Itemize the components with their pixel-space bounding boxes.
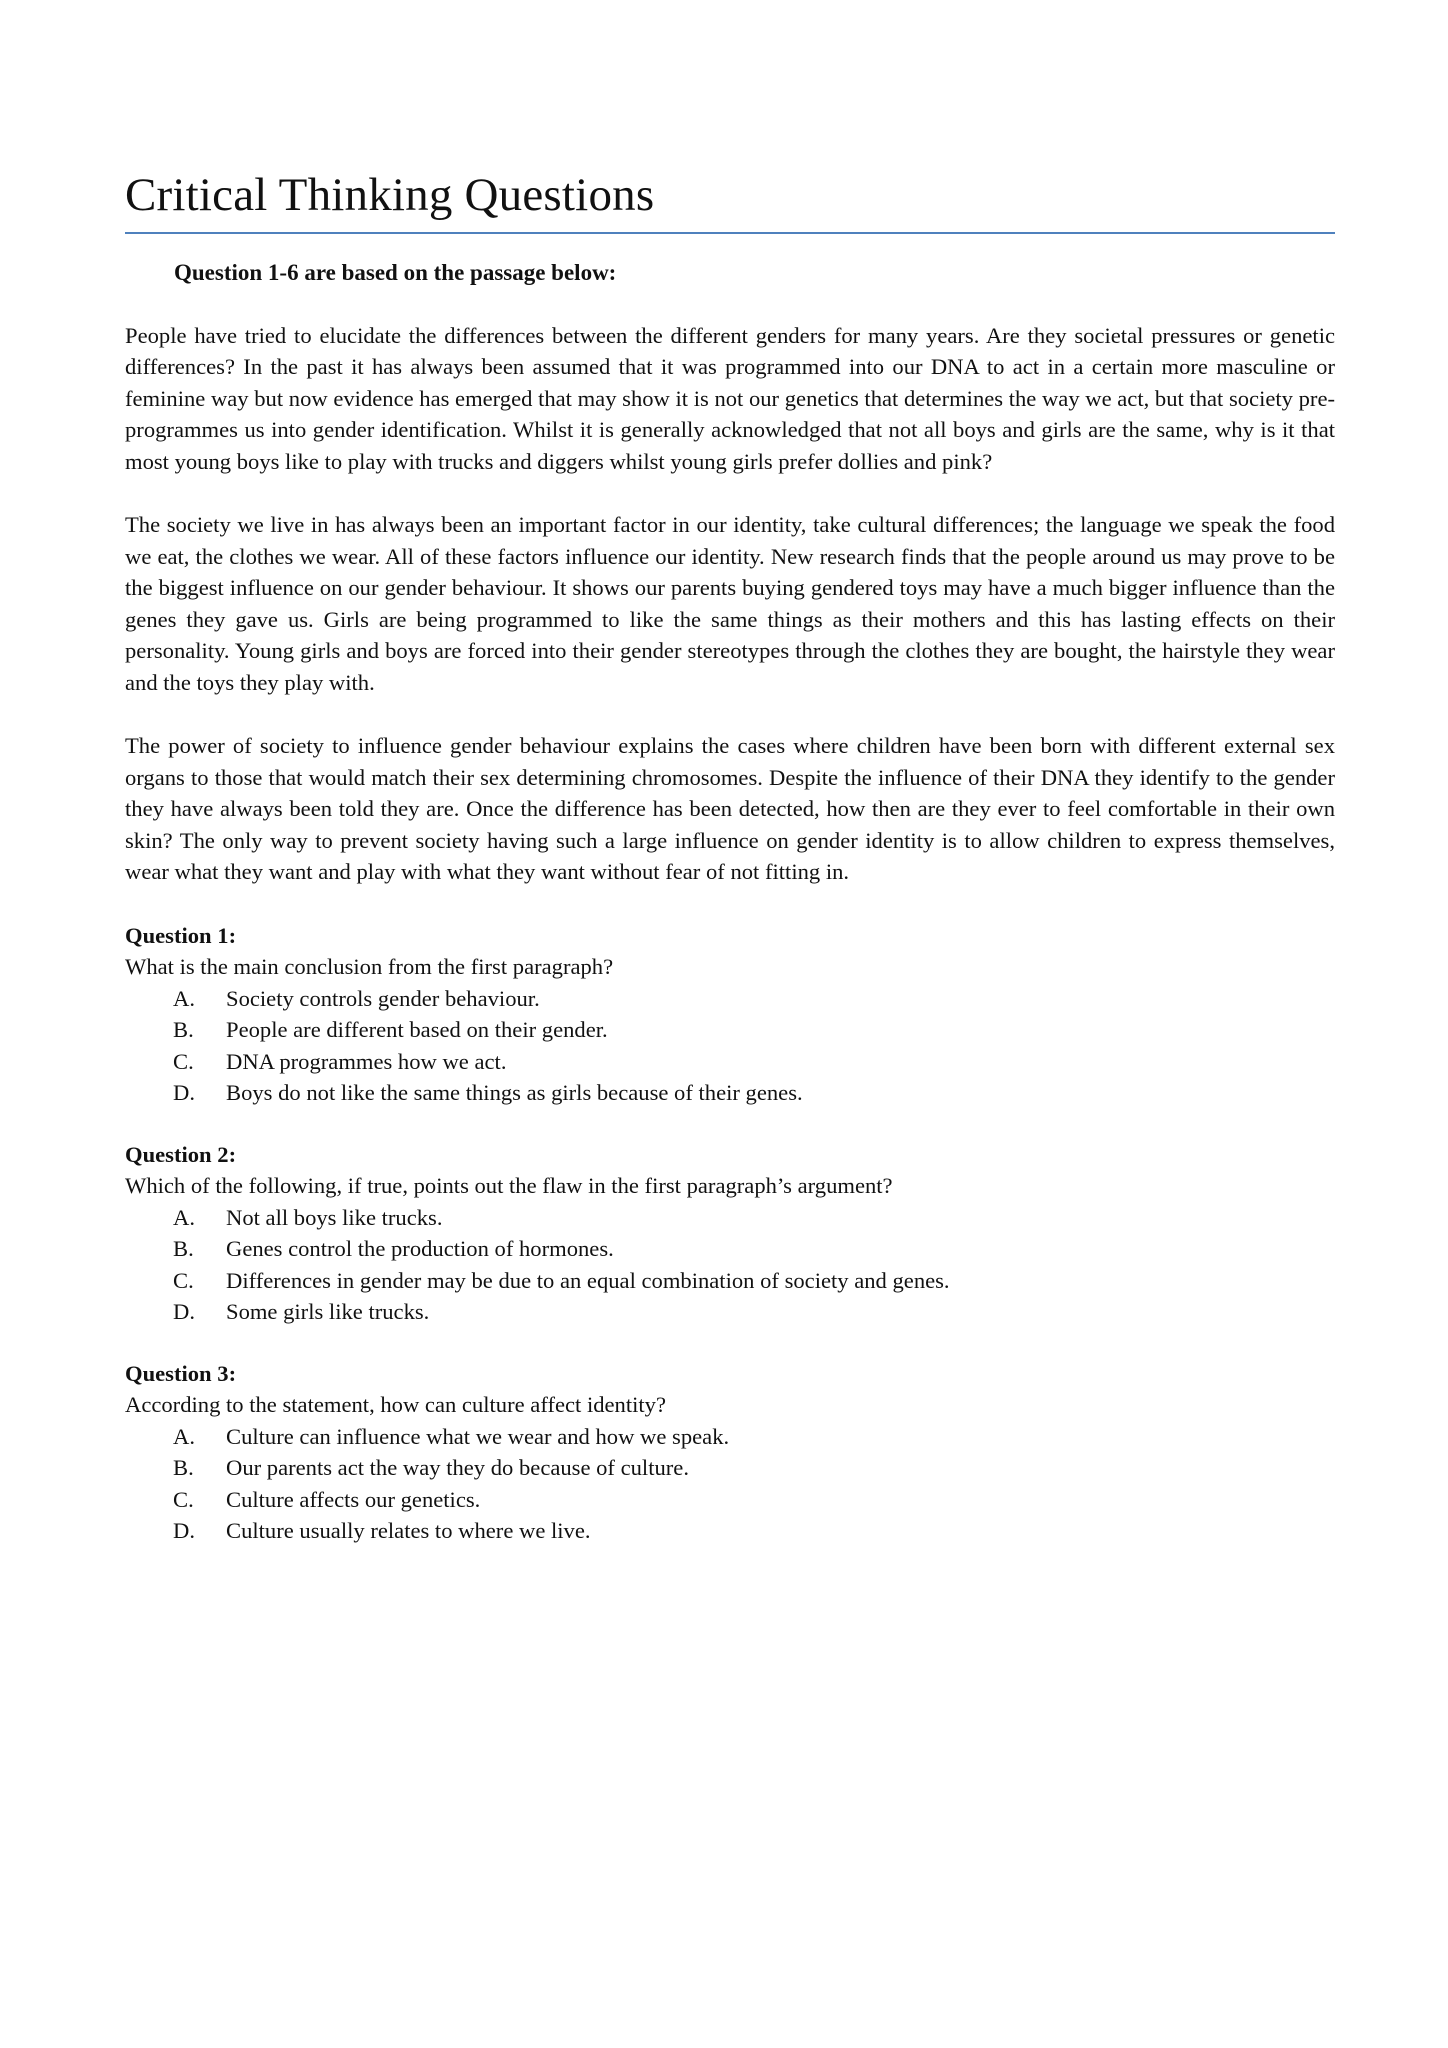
option-text: People are different based on their gender.: [226, 1017, 608, 1043]
question-text: According to the statement, how can culture affect identity?: [125, 1392, 667, 1418]
answer-option-a: [173, 983, 1335, 1015]
option-letter: D.: [173, 1299, 195, 1325]
question-text: What is the main conclusion from the first paragraph?: [125, 954, 614, 980]
option-text: Culture can influence what we wear and how we speak.: [226, 1423, 730, 1449]
option-text: Culture usually relates to where we live.: [226, 1518, 591, 1544]
option-letter: B.: [173, 1455, 194, 1481]
answer-option-d: [173, 1515, 1335, 1547]
question-text: Which of the following, if true, points out the flaw in the first paragraph’s argument?: [125, 1173, 893, 1199]
answer-option-b: [173, 1233, 1335, 1265]
answer-options: [125, 1421, 1335, 1547]
option-text: Society controls gender behaviour.: [226, 985, 540, 1011]
document-page: [125, 170, 1335, 1577]
question-label: Question 3:: [125, 1360, 237, 1386]
answer-options: [125, 983, 1335, 1109]
question-label: Question 1:: [125, 922, 237, 948]
option-text: Boys do not like the same things as girls because of their genes.: [226, 1080, 803, 1106]
option-letter: A.: [173, 985, 195, 1011]
option-letter: D.: [173, 1518, 195, 1544]
option-letter: C.: [173, 1486, 194, 1512]
passage-paragraph-1: People have tried to elucidate the differences between the different genders for many years. Are they societal pressures or genetic differences? In the past it has always been assumed that it was programmed into our DNA to act in a certain more masculine or feminine way but now evidence has emerged that may show it is not our genetics that determines the way we act, but that society pre-programmes us into gender identification. Whilst it is generally acknowledged that not all boys and girls are the same, why is it that most young boys like to play with trucks and diggers whilst young girls prefer dollies and pink?: [125, 322, 1335, 474]
page-title: Critical Thinking Questions: [125, 170, 1335, 234]
option-text: Genes control the production of hormones.: [226, 1236, 614, 1262]
option-letter: A.: [173, 1423, 195, 1449]
answer-option-b: [173, 1014, 1335, 1046]
answer-option-a: [173, 1421, 1335, 1453]
answer-option-d: [173, 1296, 1335, 1328]
answer-option-c: [173, 1484, 1335, 1516]
option-text: DNA programmes how we act.: [226, 1048, 507, 1074]
question-2: [125, 1139, 1335, 1328]
option-text: Some girls like trucks.: [226, 1299, 430, 1325]
option-letter: B.: [173, 1017, 194, 1043]
passage-paragraph-2: The society we live in has always been an important factor in our identity, take cultural differences; the language we speak the food we eat, the clothes we wear. All of these factors influence our identity. New research finds that the people around us may prove to be the biggest influence on our gender behaviour. It shows our parents buying gendered toys may have a much bigger influence than the genes they gave us. Girls are being programmed to like the same things as their mothers and this has lasting effects on their personality. Young girls and boys are forced into their gender stereotypes through the clothes they are bought, the hairstyle they wear and the toys they play with.: [125, 512, 1335, 695]
answer-option-a: [173, 1202, 1335, 1234]
answer-options: [125, 1202, 1335, 1328]
passage-paragraph-3: The power of society to influence gender behaviour explains the cases where children have been born with different external sex organs to those that would match their sex determining chromosomes. Despite the influence of their DNA they identify to the gender they have always been told they are. Once the difference has been detected, how then are they ever to feel comfortable in their own skin? The only way to prevent society having such a large influence on gender identity is to allow children to express themselves, wear what they want and play with what they want without fear of not fitting in.: [125, 733, 1335, 885]
option-letter: A.: [173, 1204, 195, 1230]
answer-option-c: [173, 1046, 1335, 1078]
answer-option-b: [173, 1452, 1335, 1484]
option-letter: D.: [173, 1080, 195, 1106]
question-label: Question 2:: [125, 1141, 237, 1167]
answer-option-c: [173, 1265, 1335, 1297]
option-text: Our parents act the way they do because of culture.: [226, 1455, 689, 1481]
passage-intro-heading: Question 1-6 are based on the passage below:: [174, 259, 617, 285]
answer-option-d: [173, 1077, 1335, 1109]
option-text: Culture affects our genetics.: [226, 1486, 481, 1512]
option-text: Differences in gender may be due to an equal combination of society and genes.: [226, 1267, 950, 1293]
option-letter: B.: [173, 1236, 194, 1262]
option-letter: C.: [173, 1048, 194, 1074]
question-3: [125, 1358, 1335, 1547]
option-letter: C.: [173, 1267, 194, 1293]
question-1: [125, 920, 1335, 1109]
option-text: Not all boys like trucks.: [226, 1204, 443, 1230]
passage: [125, 320, 1335, 888]
